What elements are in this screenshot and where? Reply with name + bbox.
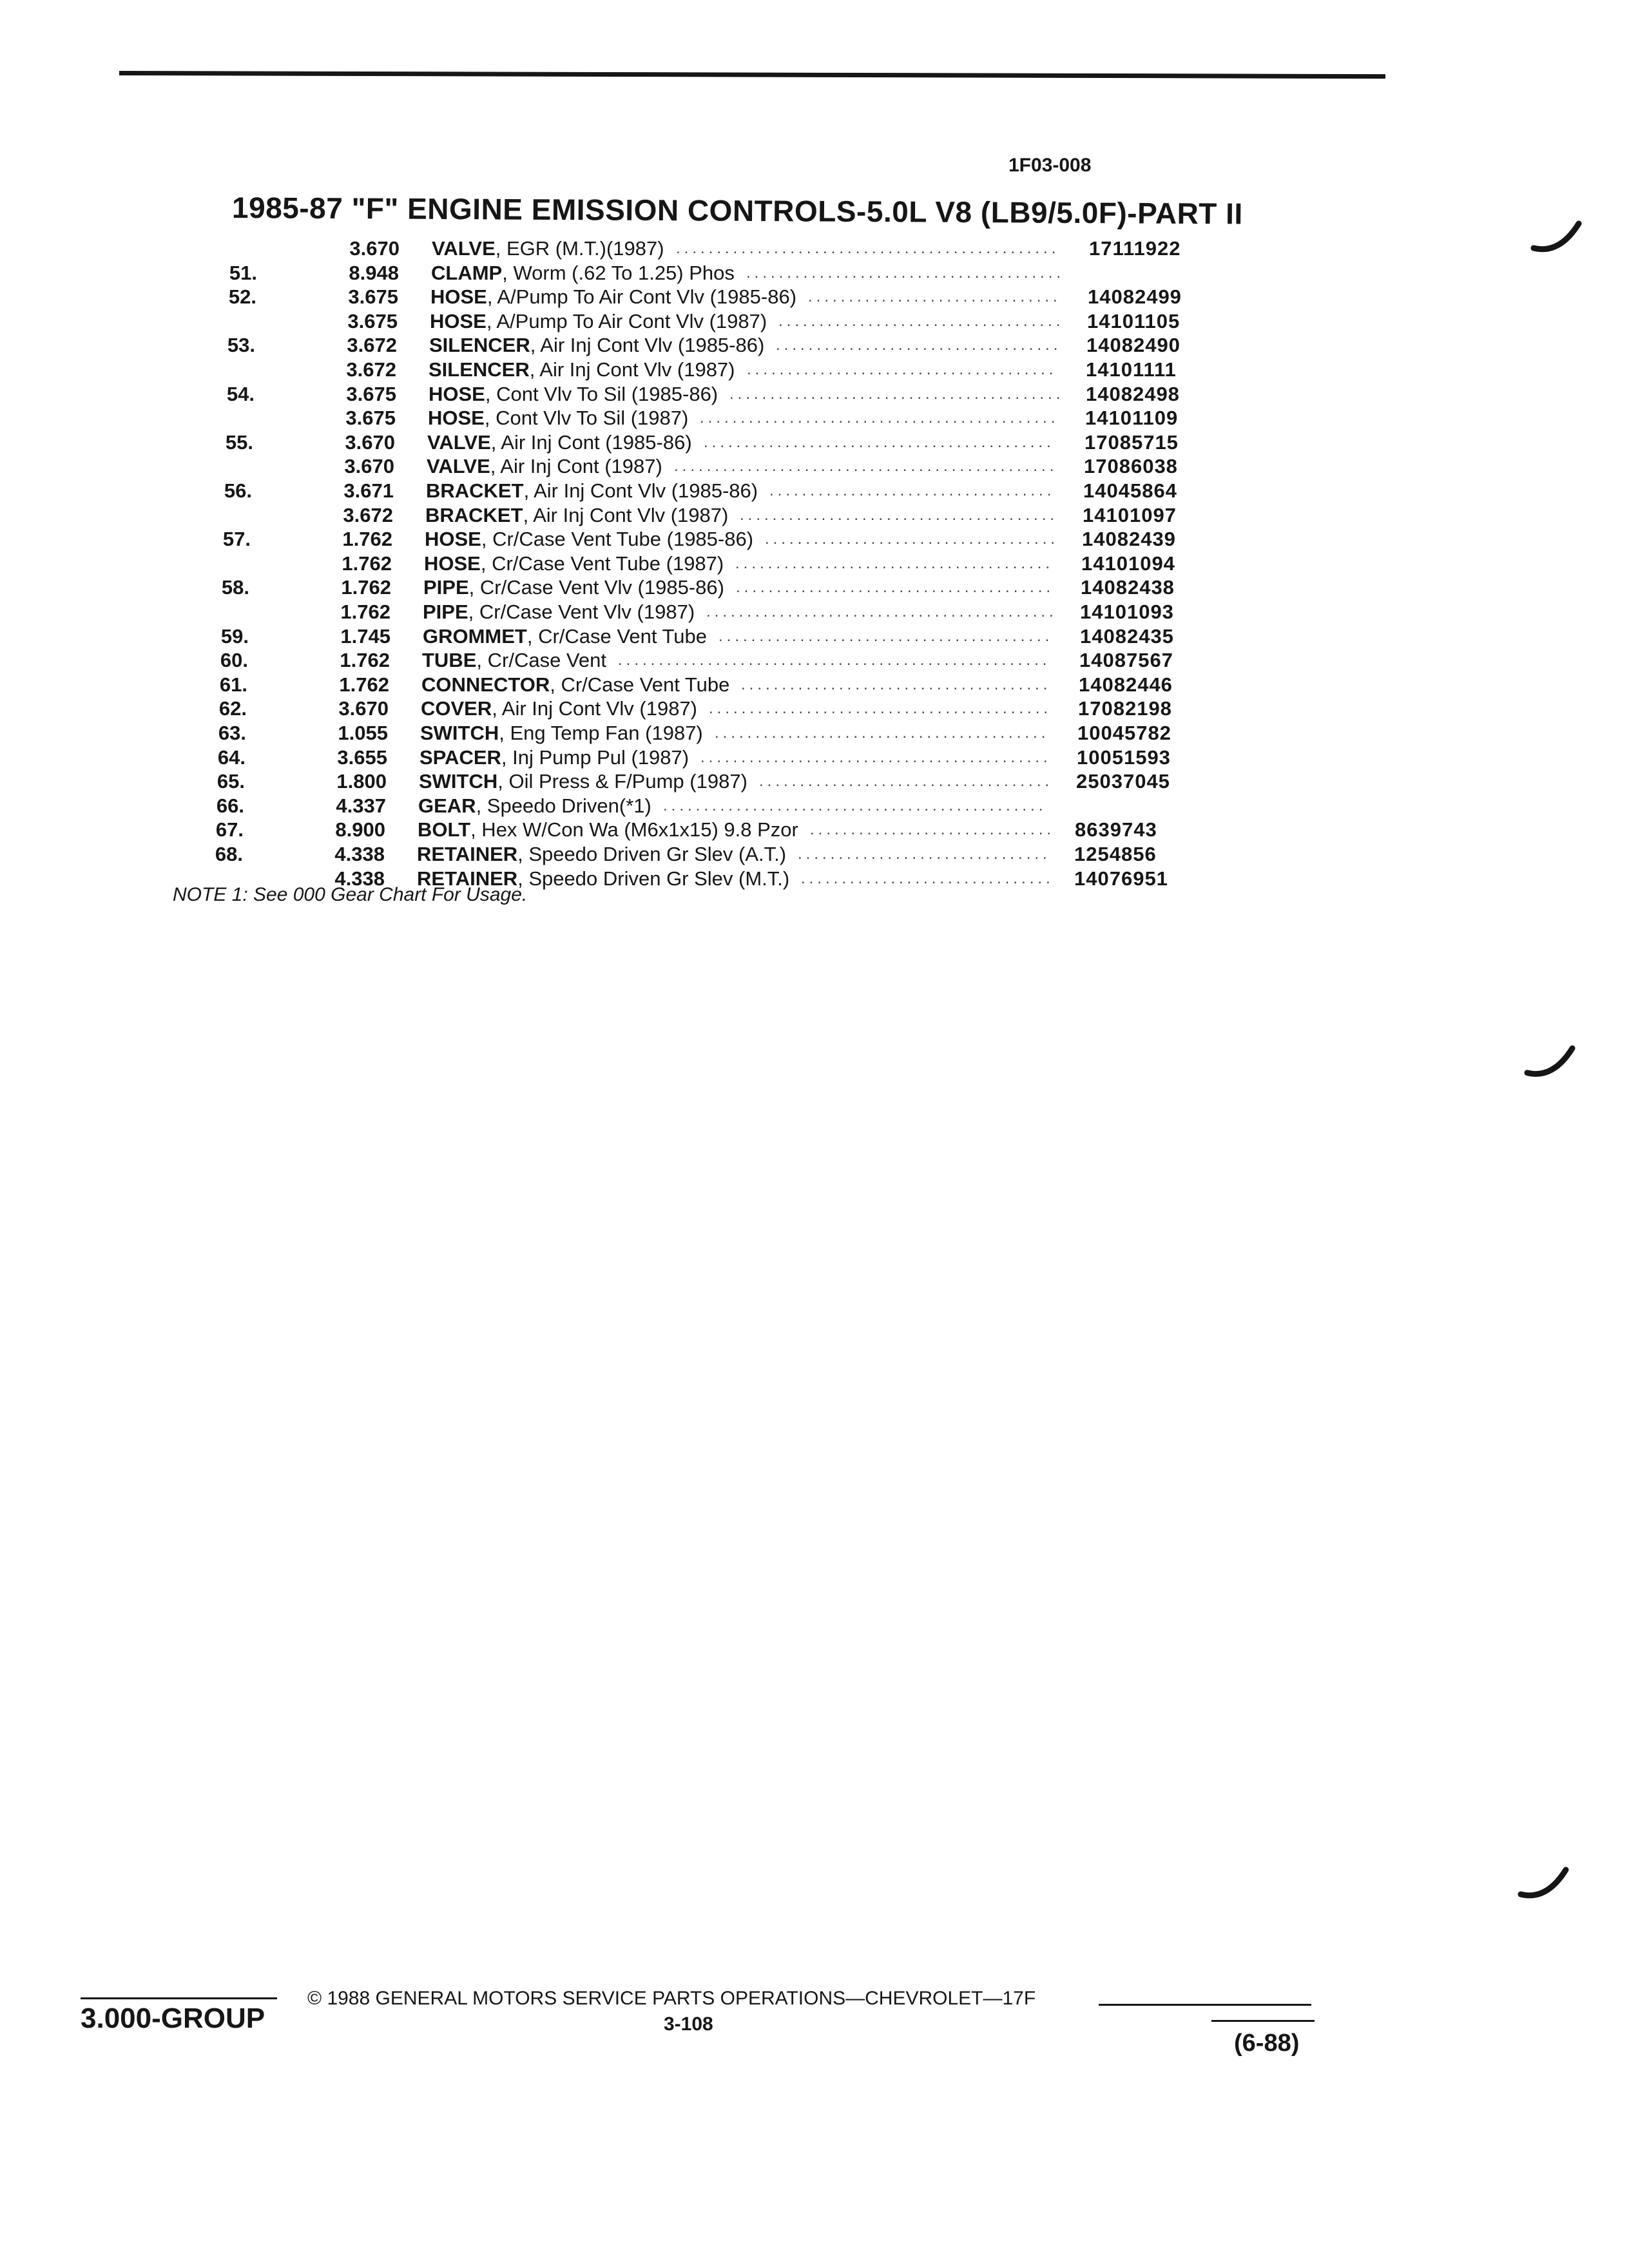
part-description: [418, 818, 798, 842]
dot-leader: ...................................: [778, 312, 1065, 330]
part-name: RETAINER: [417, 843, 518, 865]
part-name: GROMMET: [423, 624, 527, 648]
part-group-number: 1.762: [342, 528, 392, 551]
part-row: [0, 842, 1614, 867]
part-name: PIPE: [423, 576, 469, 599]
part-row: [0, 236, 1629, 261]
part-number: 14082446: [1079, 673, 1173, 696]
part-number: 14082435: [1080, 624, 1174, 648]
part-ref-number: 55.: [225, 430, 253, 454]
part-number: 14045864: [1083, 479, 1177, 502]
part-row: [0, 769, 1616, 794]
part-ref-number: 52.: [228, 285, 256, 309]
part-detail: , Cr/Case Vent: [476, 649, 606, 672]
part-detail: , Hex W/Con Wa (M6x1x15) 9.8 Pzor: [470, 818, 798, 841]
part-ref-number: 63.: [218, 722, 246, 744]
part-detail: , Air Inj Cont (1985-86): [490, 430, 692, 454]
part-description: [424, 552, 724, 576]
part-number: 17082198: [1078, 697, 1172, 720]
part-number: 14082499: [1088, 285, 1182, 309]
dot-leader: .......................................: [746, 264, 1065, 282]
part-name: COVER: [421, 697, 492, 720]
part-group-number: 1.762: [339, 673, 389, 696]
part-name: HOSE: [429, 382, 485, 405]
part-row: [0, 697, 1618, 721]
footer-copyright-rule: [1099, 2004, 1311, 2006]
part-number: 8639743: [1075, 818, 1157, 841]
part-group-number: 3.675: [346, 382, 396, 405]
part-name: HOSE: [430, 309, 487, 332]
part-number: 14087567: [1079, 649, 1173, 672]
footer-date-rule: [1211, 2020, 1315, 2022]
part-description: [430, 309, 767, 334]
part-ref-number: 54.: [226, 382, 255, 405]
part-group-number: 1.762: [340, 601, 390, 623]
part-number: 14101097: [1083, 503, 1177, 526]
part-description: [427, 454, 662, 479]
part-detail: , Air Inj Cont Vlv (1987): [492, 697, 697, 720]
footer-page-number: 3-108: [664, 2013, 713, 2035]
part-detail: , Cr/Case Vent Tube (1985-86): [481, 528, 754, 551]
part-ref-number: 53.: [227, 334, 255, 357]
part-number: 1254856: [1074, 843, 1157, 865]
part-row: [0, 745, 1617, 770]
part-description: [423, 624, 707, 649]
part-group-number: 3.670: [349, 237, 400, 260]
dot-leader: ....................................: [765, 530, 1059, 548]
part-description: [429, 382, 718, 407]
part-number: 17085715: [1084, 430, 1179, 454]
part-row: [0, 333, 1626, 358]
part-row: [0, 794, 1615, 818]
part-name: TUBE: [422, 649, 477, 672]
part-detail: , Cont Vlv To Sil (1987): [484, 407, 689, 430]
part-detail: , Cr/Case Vent Vlv (1987): [468, 601, 695, 623]
dot-leader: ...........................................: [700, 748, 1052, 766]
part-name: SPACER: [419, 745, 501, 769]
part-group-number: 3.675: [347, 309, 398, 332]
part-description: [425, 527, 753, 552]
part-description: [417, 842, 786, 867]
part-number: 14082439: [1082, 528, 1176, 551]
part-description: [427, 430, 692, 455]
part-number: 14101094: [1081, 552, 1175, 575]
part-group-number: 1.762: [340, 649, 390, 672]
part-description: [419, 745, 689, 770]
part-ref-number: 65.: [217, 770, 245, 793]
part-name: SWITCH: [420, 722, 499, 744]
part-group-number: 1.800: [336, 770, 387, 793]
part-number: 10051593: [1077, 745, 1171, 769]
part-group-number: 3.675: [345, 407, 396, 430]
part-group-number: 8.900: [335, 818, 385, 841]
part-name: GEAR: [418, 794, 476, 817]
part-number: 14082438: [1081, 576, 1175, 599]
part-detail: , Air Inj Cont Vlv (1985-86): [530, 334, 765, 357]
part-number: 14101105: [1087, 309, 1181, 332]
part-detail: , Oil Press & F/Pump (1987): [497, 770, 747, 793]
part-name: VALVE: [427, 455, 490, 478]
part-description: [420, 721, 703, 745]
part-detail: , Cr/Case Vent Tube: [550, 673, 730, 696]
part-description: [421, 697, 697, 721]
dot-leader: .........................................: [718, 627, 1054, 645]
part-group-number: 3.672: [347, 334, 397, 357]
part-row: [0, 382, 1626, 407]
part-row: [0, 503, 1623, 528]
part-group-number: 3.655: [337, 745, 387, 769]
part-row: [0, 479, 1623, 503]
part-description: [429, 333, 764, 358]
part-detail: , EGR (M.T.)(1987): [495, 237, 664, 260]
part-detail: , Cr/Case Vent Tube: [526, 624, 708, 648]
part-description: [432, 236, 664, 261]
part-detail: , Cr/Case Vent Vlv (1985-86): [468, 576, 724, 599]
part-group-number: 4.338: [334, 843, 385, 865]
part-row: [0, 309, 1627, 334]
part-row: [0, 624, 1620, 649]
part-row: [0, 285, 1628, 309]
dot-leader: ......................................: [741, 675, 1052, 693]
part-detail: , Cr/Case Vent Tube (1987): [480, 552, 724, 575]
part-ref-number: 68.: [215, 843, 243, 865]
part-number: 17111922: [1089, 237, 1181, 260]
dot-leader: .......................................: [736, 579, 1055, 597]
part-name: VALVE: [432, 237, 496, 260]
part-detail: , Air Inj Cont (1987): [490, 455, 662, 478]
dot-leader: ..............................: [810, 821, 1055, 839]
dot-leader: ...................................: [769, 482, 1055, 499]
part-detail: , Speedo Driven Gr Slev (A.T.): [517, 843, 787, 865]
part-detail: , Speedo Driven Gr Slev (M.T.): [517, 867, 790, 890]
dot-leader: ...........................................: [704, 433, 1055, 451]
part-name: PIPE: [423, 601, 468, 623]
part-description: [418, 794, 651, 818]
part-row: [0, 261, 1628, 285]
usage-note: NOTE 1: See 000 Gear Chart For Usage.: [173, 884, 528, 905]
part-name: BOLT: [418, 818, 471, 841]
footer-group: 3.000-GROUP: [81, 2003, 265, 2034]
binder-ring-mark: [1518, 1862, 1569, 1901]
part-name: VALVE: [427, 430, 491, 454]
part-group-number: 1.745: [340, 624, 390, 648]
part-row: [0, 721, 1617, 745]
part-name: RETAINER: [417, 867, 518, 890]
part-name: BRACKET: [426, 479, 524, 502]
part-name: SILENCER: [429, 334, 530, 357]
footer-date: (6-88): [1234, 2030, 1300, 2057]
part-name: HOSE: [424, 552, 481, 575]
part-detail: , Air Inj Cont Vlv (1985-86): [523, 479, 758, 502]
part-number: 14101111: [1086, 358, 1177, 381]
part-group-number: 1.762: [341, 576, 391, 599]
part-number: 14076951: [1074, 867, 1168, 890]
part-ref-number: 58.: [221, 576, 249, 599]
part-row: [0, 673, 1619, 697]
part-detail: , A/Pump To Air Cont Vlv (1985-86): [487, 285, 797, 309]
part-name: HOSE: [430, 285, 487, 309]
part-ref-number: 67.: [215, 818, 244, 841]
part-name: CLAMP: [431, 261, 503, 284]
dot-leader: ...............................................: [674, 457, 1058, 476]
part-row: [0, 406, 1625, 430]
dot-leader: .......................................: [740, 506, 1059, 524]
part-group-number: 3.670: [338, 697, 389, 720]
footer-group-rule: [81, 1997, 277, 1999]
part-name: CONNECTOR: [421, 673, 550, 696]
part-row: [0, 454, 1624, 479]
part-number: 14101109: [1085, 407, 1179, 430]
part-row: [0, 527, 1622, 552]
part-name: HOSE: [428, 407, 485, 430]
dot-leader: ...........................................: [706, 603, 1057, 620]
part-description: [422, 648, 606, 673]
dot-leader: ...............................: [808, 288, 1061, 306]
part-row: [0, 430, 1624, 455]
part-ref-number: 57.: [222, 528, 251, 551]
part-name: SWITCH: [419, 770, 498, 793]
part-row: [0, 600, 1620, 624]
part-number: 10045782: [1077, 722, 1171, 744]
part-ref-number: 62.: [218, 697, 247, 720]
part-description: [423, 575, 724, 600]
part-detail: , Inj Pump Pul (1987): [501, 745, 689, 769]
footer-copyright: © 1988 GENERAL MOTORS SERVICE PARTS OPERATIONS—CHEVROLET—17F: [307, 1988, 1036, 2009]
dot-leader: ...............................: [798, 845, 1051, 863]
part-detail: , Air Inj Cont Vlv (1987): [529, 358, 735, 381]
dot-leader: .........................................: [729, 385, 1065, 403]
part-ref-number: 51.: [229, 261, 257, 284]
part-row: [0, 552, 1621, 576]
part-group-number: 1.055: [338, 722, 388, 744]
part-description: [430, 285, 796, 309]
part-group-number: 3.671: [343, 479, 394, 502]
part-description: [428, 406, 688, 430]
part-group-number: 3.675: [348, 285, 398, 309]
part-description: [425, 503, 728, 528]
part-name: HOSE: [425, 528, 481, 551]
part-description: [429, 358, 735, 382]
binder-ring-mark: [1530, 216, 1582, 255]
part-row: [0, 575, 1621, 600]
part-ref-number: 64.: [217, 745, 246, 769]
dot-leader: ....................................: [759, 773, 1054, 791]
part-ref-number: 59.: [220, 624, 249, 648]
dot-leader: .........................................: [715, 724, 1050, 742]
dot-leader: ......................................: [747, 361, 1057, 378]
part-detail: , Cont Vlv To Sil (1985-86): [485, 382, 718, 405]
part-row: [0, 818, 1615, 842]
dot-leader: ...............................................: [676, 240, 1060, 257]
part-row: [0, 358, 1626, 382]
dot-leader: ..........................................: [709, 700, 1052, 718]
part-group-number: 1.762: [342, 552, 392, 575]
part-row: [0, 648, 1619, 673]
part-detail: , A/Pump To Air Cont Vlv (1987): [486, 309, 767, 332]
part-ref-number: 60.: [220, 649, 248, 672]
part-number: 14082490: [1086, 334, 1181, 357]
part-ref-number: 56.: [224, 479, 252, 502]
dot-leader: ...................................: [776, 336, 1062, 354]
part-ref-number: 66.: [216, 794, 244, 817]
page-title: 1985-87 "F" ENGINE EMISSION CONTROLS-5.0L V8 (LB9/5.0F)-PART II: [231, 191, 1243, 231]
part-number: 17086038: [1084, 455, 1178, 478]
part-detail: , Worm (.62 To 1.25) Phos: [502, 261, 735, 284]
part-group-number: 4.338: [334, 867, 385, 890]
part-description: [431, 261, 735, 285]
dot-leader: ...............................: [801, 869, 1054, 887]
part-description: [423, 600, 695, 624]
part-detail: , Eng Temp Fan (1987): [499, 722, 703, 744]
binder-ring-mark: [1524, 1041, 1576, 1079]
part-ref-number: 61.: [219, 673, 247, 696]
part-detail: , Speedo Driven(*1): [476, 794, 651, 817]
dot-leader: ............................................: [700, 409, 1059, 427]
part-name: BRACKET: [425, 503, 523, 526]
part-group-number: 3.672: [343, 503, 393, 526]
part-number: 14082498: [1086, 382, 1180, 405]
part-detail: , Air Inj Cont Vlv (1987): [523, 503, 729, 526]
part-name: SILENCER: [429, 358, 530, 381]
part-number: 14101093: [1080, 601, 1174, 623]
part-group-number: 3.670: [344, 455, 394, 478]
dot-leader: .......................................: [735, 554, 1054, 572]
page-code: 1F03-008: [1008, 155, 1092, 176]
part-description: [419, 769, 747, 794]
part-description: [426, 479, 758, 503]
part-group-number: 4.337: [336, 794, 386, 817]
part-group-number: 3.670: [345, 430, 395, 454]
dot-leader: ...............................................: [663, 796, 1047, 814]
part-group-number: 8.948: [349, 261, 399, 284]
part-number: 25037045: [1076, 770, 1170, 793]
part-description: [421, 673, 729, 697]
part-group-number: 3.672: [346, 358, 396, 381]
dot-leader: .....................................................: [618, 651, 1051, 669]
